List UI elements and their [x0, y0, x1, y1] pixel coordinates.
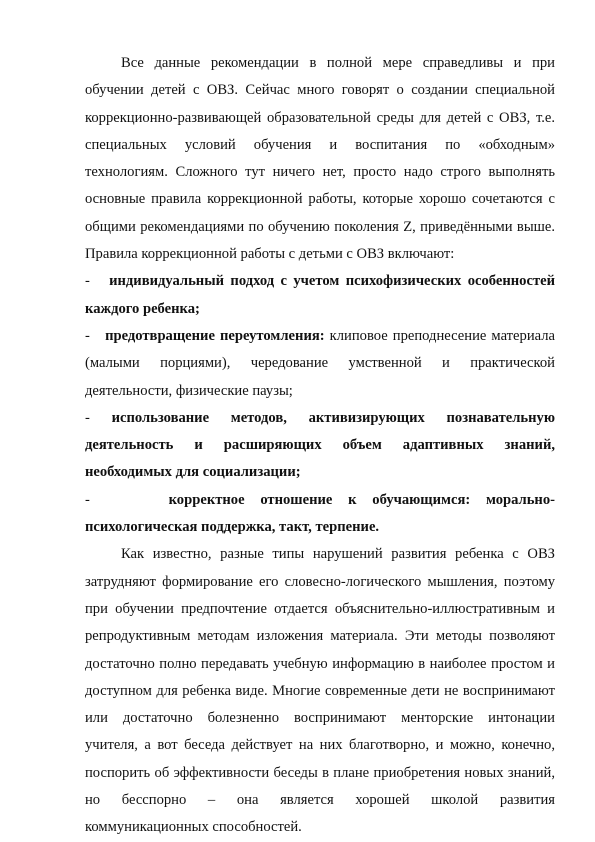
list-item-prevent-fatigue — [85, 323, 555, 405]
list-item-correct-attitude — [85, 487, 555, 542]
list-marker: - — [85, 327, 90, 344]
paragraph-intro: Все данные рекомендации в полной мере справедливы и при обучении детей с ОВЗ. Сейчас много говорят о создании специальной коррекционно-развивающей образовательной среды для детей с ОВЗ, т.е. специальных условий обучения и воспитания по «обходным» технологиям. Сложного тут ничего нет, просто надо строго выполнять основные правила коррекционной работы, которые хорошо сочетаются с общими рекомендациями по обучению поколения Z, приведёнными выше. Правила коррекционной работы с детьми с ОВЗ включают: — [85, 55, 555, 263]
list-item-methods — [85, 405, 555, 487]
list-marker: - — [85, 491, 90, 508]
list-item-bold-text: корректное отношение к обучающимся: морально-психологическая поддержка, такт, терпение. — [85, 491, 555, 536]
list-item-individual-approach — [85, 268, 555, 323]
list-marker: - — [85, 273, 90, 290]
paragraph-methods: Как известно, разные типы нарушений развития ребенка с ОВЗ затрудняют формирование его словесно-логического мышления, поэтому при обучении предпочтение отдается объяснительно-иллюстративным и репродуктивным методам изложения материала. Эти методы позволяют достаточно полно передавать учебную информацию в наиболее простом и доступном для ребенка виде. Многие современные дети не воспринимают или достаточно болезненно воспринимают менторские интонации учителя, а вот беседа действует на них благотворно, и можно, конечно, поспорить об эффективности беседы в плане приобретения новых знаний, но бесспорно – она является хорошей школой развития коммуникационных способностей. — [85, 546, 555, 836]
list-item-text: клиповое преподнесение материала (малыми порциями), чередование умственной и практической деятельности, физические паузы; — [85, 327, 555, 399]
list-item-bold-text: индивидуальный подход с учетом психофизических особенностей каждого ребенка; — [85, 273, 556, 317]
list-item-bold-text: использование методов, активизирующих познавательную деятельность и расширяющих объем адаптивных знаний, необходимых для социализации; — [85, 409, 555, 481]
document-page — [85, 50, 555, 842]
list-item-bold-text: предотвращение переутомления: — [105, 327, 325, 344]
list-marker: - — [85, 409, 90, 426]
